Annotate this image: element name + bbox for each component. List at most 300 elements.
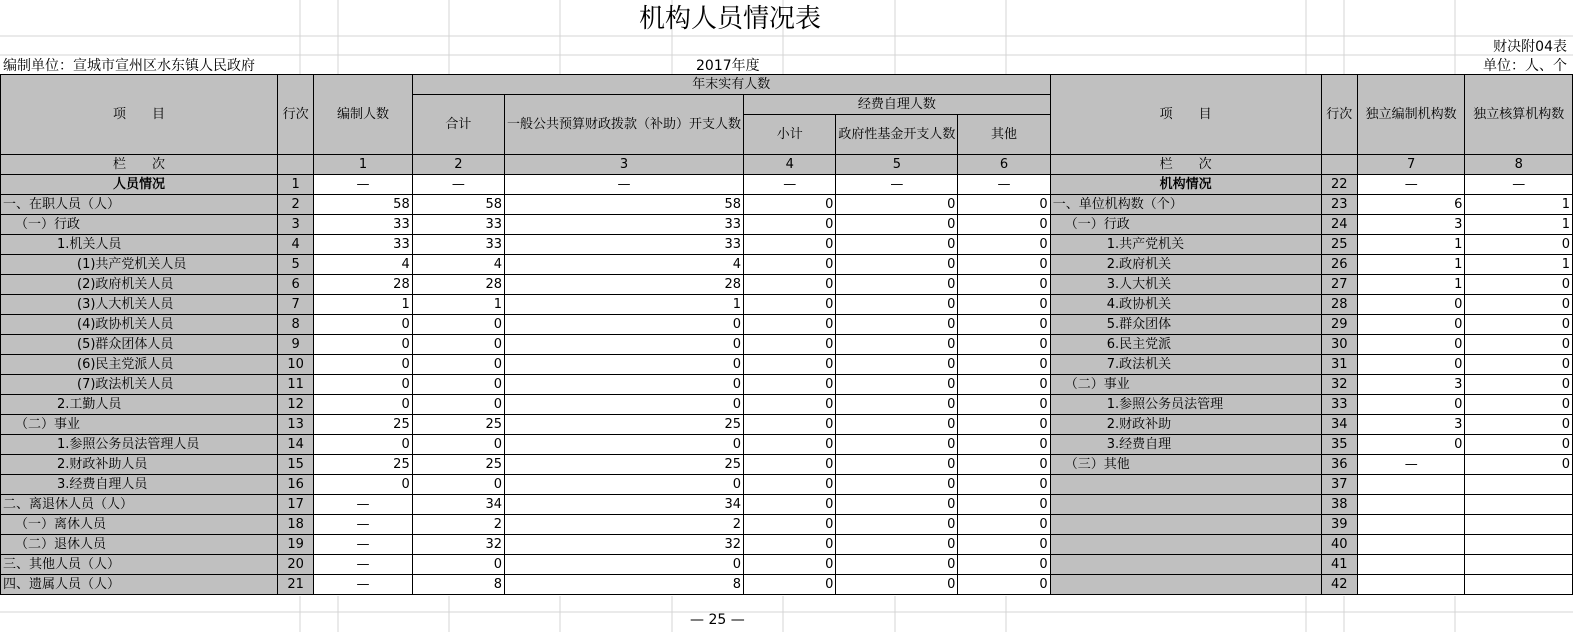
row-number-right: 26 — [1321, 255, 1357, 275]
row-value: 0 — [314, 475, 412, 495]
row-value: 1 — [314, 295, 412, 315]
row-number-right: 29 — [1321, 315, 1357, 335]
row-value: 0 — [836, 275, 958, 295]
row-value-right: 0 — [1465, 295, 1573, 315]
row-number-right: 42 — [1321, 575, 1357, 595]
row-number: 3 — [277, 215, 313, 235]
row-item-label-right — [1050, 495, 1321, 515]
row-number: 6 — [277, 275, 313, 295]
row-value-right: 0 — [1465, 435, 1573, 455]
row-value: 0 — [958, 295, 1050, 315]
page-number: — 25 — — [690, 612, 745, 628]
row-value: 0 — [412, 355, 504, 375]
row-number: 19 — [277, 535, 313, 555]
row-number-right: 35 — [1321, 435, 1357, 455]
row-value: 0 — [744, 535, 836, 555]
row-number-right: 37 — [1321, 475, 1357, 495]
row-item-label-right: 一、单位机构数（个） — [1050, 195, 1321, 215]
table-row — [1, 555, 1573, 575]
row-value-right: 0 — [1465, 275, 1573, 295]
table-row — [1, 395, 1573, 415]
row-value: 0 — [744, 335, 836, 355]
row-value: 0 — [958, 555, 1050, 575]
row-number: 7 — [277, 295, 313, 315]
row-value-right: 1 — [1357, 235, 1465, 255]
column-index: 7 — [1357, 155, 1465, 175]
row-value: 25 — [412, 415, 504, 435]
row-item-label-right: 2.财政补助 — [1050, 415, 1321, 435]
row-value: 0 — [412, 555, 504, 575]
row-value: 0 — [836, 255, 958, 275]
table-row — [1, 515, 1573, 535]
row-value: 0 — [958, 275, 1050, 295]
column-index: 8 — [1465, 155, 1573, 175]
row-value: 0 — [836, 415, 958, 435]
row-value-right: 3 — [1357, 375, 1465, 395]
row-value: 0 — [744, 575, 836, 595]
column-index-blank — [277, 155, 313, 175]
row-value: 2 — [412, 515, 504, 535]
row-item-label: 3.经费自理人员 — [1, 475, 278, 495]
column-index: 5 — [836, 155, 958, 175]
row-value-right: — — [1465, 175, 1573, 195]
row-item-label: （二）事业 — [1, 415, 278, 435]
table-row — [1, 295, 1573, 315]
row-number: 17 — [277, 495, 313, 515]
row-value: — — [958, 175, 1050, 195]
header-independent-org: 独立编制机构数 — [1357, 75, 1465, 155]
column-index-blank — [1321, 155, 1357, 175]
row-value: 0 — [744, 235, 836, 255]
row-value: 58 — [314, 195, 412, 215]
row-number-right: 27 — [1321, 275, 1357, 295]
row-value: 32 — [412, 535, 504, 555]
row-value: 0 — [505, 315, 744, 335]
row-number: 12 — [277, 395, 313, 415]
row-item-label-right: 机构情况 — [1050, 175, 1321, 195]
row-value: 0 — [412, 475, 504, 495]
row-value: 0 — [744, 215, 836, 235]
row-number: 5 — [277, 255, 313, 275]
row-value: 0 — [412, 375, 504, 395]
row-value: 0 — [744, 435, 836, 455]
row-value: — — [314, 495, 412, 515]
row-item-label-right: （一）行政 — [1050, 215, 1321, 235]
row-item-label-right: 1.共产党机关 — [1050, 235, 1321, 255]
row-value: 25 — [314, 455, 412, 475]
row-value: 34 — [412, 495, 504, 515]
row-item-label: (4)政协机关人员 — [1, 315, 278, 335]
row-value-right: 1 — [1465, 255, 1573, 275]
row-value: 0 — [836, 375, 958, 395]
row-value: 4 — [412, 255, 504, 275]
row-value: 0 — [505, 475, 744, 495]
row-item-label-right — [1050, 555, 1321, 575]
row-value-right: — — [1357, 455, 1465, 475]
row-number: 18 — [277, 515, 313, 535]
header-item: 项 目 — [1, 75, 278, 155]
row-value-right: 0 — [1357, 435, 1465, 455]
row-value: 0 — [744, 255, 836, 275]
row-number-right: 39 — [1321, 515, 1357, 535]
column-index: 6 — [958, 155, 1050, 175]
row-value: 4 — [505, 255, 744, 275]
row-value-right — [1357, 475, 1465, 495]
row-item-label-right: 3.人大机关 — [1050, 275, 1321, 295]
row-number-right: 22 — [1321, 175, 1357, 195]
row-value: 32 — [505, 535, 744, 555]
row-value: — — [505, 175, 744, 195]
row-value: 0 — [958, 375, 1050, 395]
row-item-label: 2.财政补助人员 — [1, 455, 278, 475]
row-value-right — [1465, 495, 1573, 515]
row-number-right: 31 — [1321, 355, 1357, 375]
row-item-label-right — [1050, 475, 1321, 495]
row-item-label: （二）退休人员 — [1, 535, 278, 555]
column-index: 2 — [412, 155, 504, 175]
row-value: 0 — [836, 475, 958, 495]
row-value: 0 — [836, 235, 958, 255]
column-index: 4 — [744, 155, 836, 175]
row-value: 4 — [314, 255, 412, 275]
row-value: 0 — [836, 575, 958, 595]
column-index-label: 栏 次 — [1, 155, 278, 175]
row-number: 21 — [277, 575, 313, 595]
row-value: 0 — [412, 395, 504, 415]
row-value-right: 1 — [1357, 255, 1465, 275]
row-item-label-right — [1050, 535, 1321, 555]
row-value-right: 3 — [1357, 215, 1465, 235]
row-number: 4 — [277, 235, 313, 255]
header-row-no-right: 行次 — [1321, 75, 1357, 155]
row-value-right: 0 — [1465, 415, 1573, 435]
row-value: — — [836, 175, 958, 195]
row-value: 0 — [958, 535, 1050, 555]
row-value: 0 — [958, 355, 1050, 375]
row-value-right — [1465, 515, 1573, 535]
row-value-right: 0 — [1465, 355, 1573, 375]
row-value: 33 — [505, 235, 744, 255]
row-value: 0 — [744, 355, 836, 375]
row-item-label: 人员情况 — [1, 175, 278, 195]
row-value: 1 — [505, 295, 744, 315]
row-item-label-right: 2.政府机关 — [1050, 255, 1321, 275]
row-value: 0 — [958, 315, 1050, 335]
header-other: 其他 — [958, 115, 1050, 155]
row-value-right — [1357, 535, 1465, 555]
row-number-right: 36 — [1321, 455, 1357, 475]
row-value: 0 — [958, 495, 1050, 515]
row-value-right: 0 — [1357, 395, 1465, 415]
table-row — [1, 255, 1573, 275]
table-row — [1, 535, 1573, 555]
row-value: 0 — [958, 255, 1050, 275]
row-value: 0 — [958, 215, 1050, 235]
row-item-label: (7)政法机关人员 — [1, 375, 278, 395]
table-row — [1, 475, 1573, 495]
row-value: 0 — [836, 555, 958, 575]
row-value: 0 — [505, 555, 744, 575]
header-subtotal: 小计 — [744, 115, 836, 155]
row-item-label: （一）离休人员 — [1, 515, 278, 535]
row-item-label-right: 4.政协机关 — [1050, 295, 1321, 315]
row-value: 0 — [314, 355, 412, 375]
row-value: 58 — [505, 195, 744, 215]
row-value-right: 0 — [1465, 335, 1573, 355]
table-row — [1, 275, 1573, 295]
row-number: 2 — [277, 195, 313, 215]
row-value: 33 — [314, 215, 412, 235]
table-row — [1, 195, 1573, 215]
row-value-right: 0 — [1465, 315, 1573, 335]
row-value: — — [314, 175, 412, 195]
table-row — [1, 415, 1573, 435]
row-item-label-right: 6.民主党派 — [1050, 335, 1321, 355]
row-value-right: 6 — [1357, 195, 1465, 215]
row-value: 0 — [836, 355, 958, 375]
row-item-label: 一、在职人员（人） — [1, 195, 278, 215]
row-number-right: 32 — [1321, 375, 1357, 395]
table-row — [1, 335, 1573, 355]
row-value: 33 — [412, 235, 504, 255]
row-value: 58 — [412, 195, 504, 215]
row-number: 13 — [277, 415, 313, 435]
row-value: 2 — [505, 515, 744, 535]
row-value-right — [1357, 575, 1465, 595]
row-number: 16 — [277, 475, 313, 495]
row-value-right — [1465, 575, 1573, 595]
row-value: 0 — [958, 475, 1050, 495]
row-value: 0 — [314, 395, 412, 415]
row-value: 0 — [836, 495, 958, 515]
row-value: 0 — [314, 435, 412, 455]
row-value: 1 — [412, 295, 504, 315]
row-item-label: (2)政府机关人员 — [1, 275, 278, 295]
table-row — [1, 175, 1573, 195]
row-value: 0 — [836, 295, 958, 315]
row-value: 0 — [958, 195, 1050, 215]
row-value: 0 — [836, 215, 958, 235]
header-independent-acct: 独立核算机构数 — [1465, 75, 1573, 155]
row-value-right: 1 — [1465, 195, 1573, 215]
row-value: 0 — [836, 535, 958, 555]
row-value: 0 — [836, 195, 958, 215]
row-value: — — [314, 575, 412, 595]
row-value: 0 — [505, 435, 744, 455]
row-value: — — [412, 175, 504, 195]
row-value: 0 — [505, 335, 744, 355]
header-staff-quota: 编制人数 — [314, 75, 412, 155]
header-item-right: 项 目 — [1050, 75, 1321, 155]
row-number-right: 28 — [1321, 295, 1357, 315]
row-item-label-right — [1050, 575, 1321, 595]
row-value: 34 — [505, 495, 744, 515]
row-number-right: 24 — [1321, 215, 1357, 235]
row-number-right: 41 — [1321, 555, 1357, 575]
row-value: 0 — [744, 475, 836, 495]
row-value: 0 — [412, 315, 504, 335]
row-value: 0 — [836, 435, 958, 455]
row-item-label: （一）行政 — [1, 215, 278, 235]
row-value-right: 1 — [1465, 215, 1573, 235]
row-value-right: 0 — [1465, 395, 1573, 415]
row-value-right: 0 — [1465, 375, 1573, 395]
row-value: 0 — [505, 375, 744, 395]
row-item-label: 2.工勤人员 — [1, 395, 278, 415]
row-value: 33 — [412, 215, 504, 235]
unit-of-measure: 单位：人、个 — [1483, 58, 1567, 74]
row-value-right — [1465, 555, 1573, 575]
row-value: — — [314, 535, 412, 555]
row-number: 14 — [277, 435, 313, 455]
table-row — [1, 235, 1573, 255]
staffing-table — [0, 74, 1573, 595]
row-value: 0 — [744, 315, 836, 335]
row-item-label: 二、离退休人员（人） — [1, 495, 278, 515]
header-gov-fund: 政府性基金开支人数 — [836, 115, 958, 155]
row-value: 0 — [505, 355, 744, 375]
row-item-label-right — [1050, 515, 1321, 535]
header-row-no: 行次 — [277, 75, 313, 155]
row-value: 0 — [744, 375, 836, 395]
row-value: — — [744, 175, 836, 195]
report-year: 2017年度 — [696, 58, 760, 74]
row-value: 0 — [958, 335, 1050, 355]
row-value-right: 3 — [1357, 415, 1465, 435]
column-index-label-right: 栏 次 — [1050, 155, 1321, 175]
row-value: 0 — [412, 435, 504, 455]
row-number: 11 — [277, 375, 313, 395]
row-number: 8 — [277, 315, 313, 335]
row-number-right: 40 — [1321, 535, 1357, 555]
row-number-right: 30 — [1321, 335, 1357, 355]
table-row — [1, 575, 1573, 595]
row-value: 0 — [505, 395, 744, 415]
row-value: 0 — [314, 315, 412, 335]
table-row — [1, 375, 1573, 395]
row-item-label: (5)群众团体人员 — [1, 335, 278, 355]
row-item-label-right: 5.群众团体 — [1050, 315, 1321, 335]
table-row — [1, 435, 1573, 455]
row-value-right: 1 — [1357, 275, 1465, 295]
row-number: 1 — [277, 175, 313, 195]
row-item-label-right: （二）事业 — [1050, 375, 1321, 395]
row-value: 0 — [958, 455, 1050, 475]
row-value-right: 0 — [1357, 355, 1465, 375]
row-number: 9 — [277, 335, 313, 355]
row-value-right: 0 — [1357, 335, 1465, 355]
row-value: 0 — [744, 195, 836, 215]
row-value: 33 — [314, 235, 412, 255]
row-number-right: 38 — [1321, 495, 1357, 515]
row-value: 0 — [958, 395, 1050, 415]
row-number: 20 — [277, 555, 313, 575]
row-value: 0 — [744, 455, 836, 475]
row-value-right — [1357, 495, 1465, 515]
form-code: 财决附04表 — [1493, 39, 1567, 55]
reporting-unit: 编制单位：宣城市宣州区水东镇人民政府 — [3, 58, 255, 74]
row-value: 0 — [412, 335, 504, 355]
row-value: 0 — [958, 435, 1050, 455]
row-value: 0 — [958, 235, 1050, 255]
row-number-right: 23 — [1321, 195, 1357, 215]
column-index: 1 — [314, 155, 412, 175]
row-value: 0 — [958, 415, 1050, 435]
row-value-right: 0 — [1357, 315, 1465, 335]
table-row — [1, 355, 1573, 375]
column-index: 3 — [505, 155, 744, 175]
row-value: 8 — [505, 575, 744, 595]
row-item-label: (1)共产党机关人员 — [1, 255, 278, 275]
table-row — [1, 315, 1573, 335]
row-value: 0 — [836, 455, 958, 475]
row-value: 25 — [412, 455, 504, 475]
row-value-right — [1357, 515, 1465, 535]
row-value: — — [314, 555, 412, 575]
row-value: 0 — [744, 295, 836, 315]
row-item-label: 四、遗属人员（人） — [1, 575, 278, 595]
row-value: 0 — [836, 515, 958, 535]
row-value: 0 — [836, 335, 958, 355]
row-value-right — [1465, 475, 1573, 495]
row-value: 25 — [314, 415, 412, 435]
table-row — [1, 495, 1573, 515]
row-value: 0 — [958, 515, 1050, 535]
row-number-right: 34 — [1321, 415, 1357, 435]
row-value: 0 — [744, 275, 836, 295]
row-value: 0 — [836, 315, 958, 335]
row-value: 0 — [744, 395, 836, 415]
row-item-label: 1.机关人员 — [1, 235, 278, 255]
header-general-budget: 一般公共预算财政拨款（补助）开支人数 — [505, 95, 744, 155]
table-row — [1, 215, 1573, 235]
report-title: 机构人员情况表 — [638, 4, 821, 34]
row-value: 0 — [836, 395, 958, 415]
row-value: 0 — [314, 335, 412, 355]
row-value: 0 — [314, 375, 412, 395]
row-item-label: (6)民主党派人员 — [1, 355, 278, 375]
table-row — [1, 455, 1573, 475]
row-value: 0 — [744, 495, 836, 515]
row-number: 10 — [277, 355, 313, 375]
row-value: 28 — [314, 275, 412, 295]
row-value: 28 — [505, 275, 744, 295]
row-value: 0 — [744, 415, 836, 435]
row-value-right: 0 — [1465, 455, 1573, 475]
row-value: — — [314, 515, 412, 535]
row-value: 0 — [744, 515, 836, 535]
row-item-label-right: 1.参照公务员法管理 — [1050, 395, 1321, 415]
row-value: 8 — [412, 575, 504, 595]
row-value-right — [1465, 535, 1573, 555]
row-value-right: — — [1357, 175, 1465, 195]
row-value: 25 — [505, 455, 744, 475]
row-number: 15 — [277, 455, 313, 475]
row-value: 33 — [505, 215, 744, 235]
row-item-label-right: 7.政法机关 — [1050, 355, 1321, 375]
row-item-label-right: 3.经费自理 — [1050, 435, 1321, 455]
row-value-right: 0 — [1357, 295, 1465, 315]
row-number-right: 33 — [1321, 395, 1357, 415]
header-self-funded: 经费自理人数 — [744, 95, 1051, 115]
row-number-right: 25 — [1321, 235, 1357, 255]
row-item-label-right: （三）其他 — [1050, 455, 1321, 475]
row-value-right: 0 — [1465, 235, 1573, 255]
row-value-right — [1357, 555, 1465, 575]
row-value: 25 — [505, 415, 744, 435]
row-item-label: 三、其他人员（人） — [1, 555, 278, 575]
row-item-label: (3)人大机关人员 — [1, 295, 278, 315]
